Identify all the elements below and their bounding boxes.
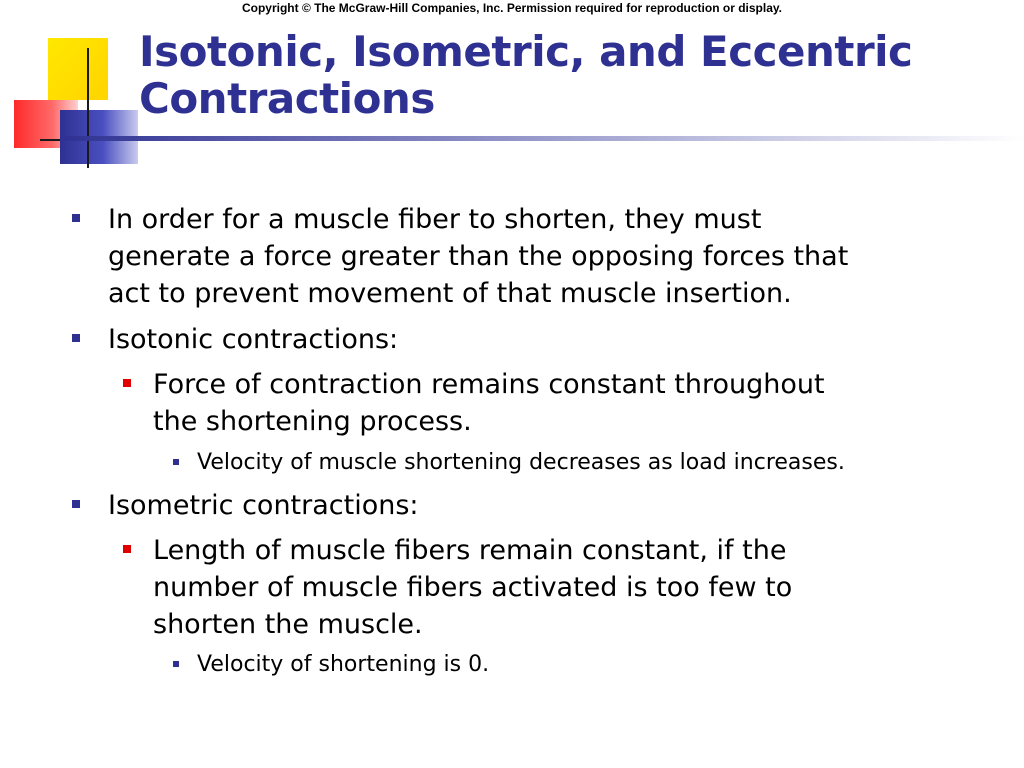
bullet-line: act to prevent movement of that muscle insertion. bbox=[108, 278, 792, 309]
square-bullet-icon bbox=[123, 379, 131, 387]
title-line-1: Isotonic, Isometric, and Eccentric bbox=[139, 27, 913, 76]
bullet-line: number of muscle fibers activated is too few to bbox=[153, 572, 793, 603]
subbullet-isometric-length bbox=[153, 532, 953, 643]
square-bullet-icon bbox=[72, 214, 80, 222]
bullet-line: generate a force greater than the opposing forces that bbox=[108, 241, 849, 272]
bullet-line: shorten the muscle. bbox=[153, 609, 423, 640]
bullet-line: Isotonic contractions: bbox=[108, 324, 399, 355]
bullet-muscle-shortening bbox=[108, 201, 988, 312]
subbullet-isotonic-force bbox=[153, 366, 953, 440]
square-bullet-icon bbox=[123, 545, 131, 553]
bullet-line: Velocity of muscle shortening decreases as load increases. bbox=[197, 450, 845, 475]
copyright-notice: Copyright © The McGraw-Hill Companies, Inc. Permission required for reproduction or display. bbox=[241, 1, 783, 15]
subsubbullet-isometric-velocity bbox=[197, 650, 977, 680]
bullet-line: Length of muscle fibers remain constant, if the bbox=[153, 535, 787, 566]
bullet-line: Force of contraction remains constant throughout bbox=[153, 369, 825, 400]
square-bullet-icon bbox=[72, 334, 80, 342]
bullet-line: Velocity of shortening is 0. bbox=[197, 652, 490, 677]
bullet-line: Isometric contractions: bbox=[108, 490, 419, 521]
subsubbullet-isotonic-velocity bbox=[197, 448, 977, 478]
square-bullet-icon bbox=[173, 459, 179, 465]
title-line-2: Contractions bbox=[139, 74, 435, 123]
bullet-line: the shortening process. bbox=[153, 406, 472, 437]
bullet-isotonic-heading bbox=[108, 321, 988, 358]
square-bullet-icon bbox=[72, 500, 80, 508]
square-bullet-icon bbox=[173, 661, 179, 667]
bullet-isometric-heading bbox=[108, 487, 988, 524]
bullet-line: In order for a muscle fiber to shorten, they must bbox=[108, 204, 762, 235]
